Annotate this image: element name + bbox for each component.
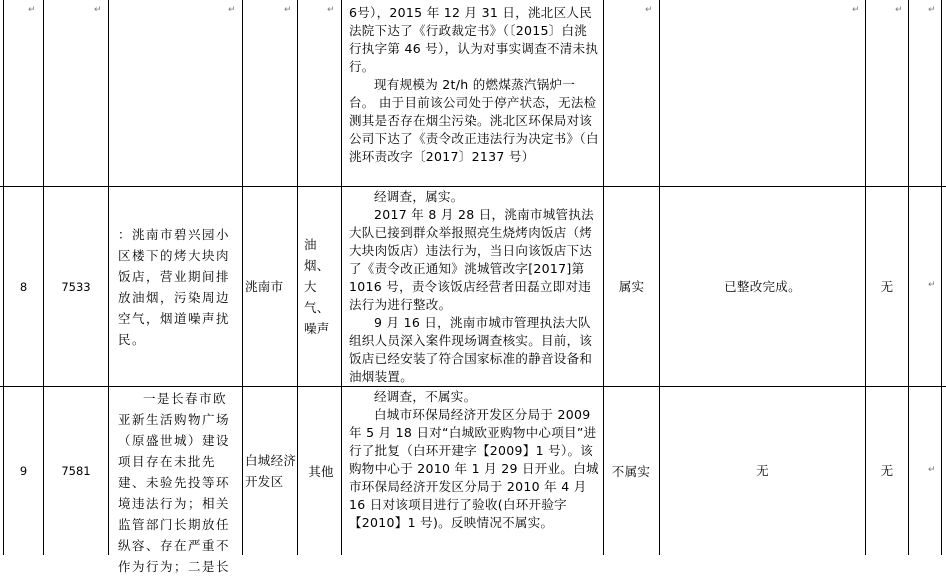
row-8-content-cell (118, 187, 236, 386)
row-verdict: 属实 (618, 278, 645, 294)
top-detail-para-1: 6号），2015 年 12 月 31 日，洮北区人民法院下达了《行政裁定书》（〔2015〕白洮行执字第 46 号），认为对事实调查不清未执行。 (349, 5, 599, 74)
row-id: 7581 (61, 464, 91, 478)
grid-line (108, 0, 109, 555)
row-pollution: 油烟、大气、噪声 (304, 237, 330, 336)
paragraph-mark: ↵ (928, 5, 936, 15)
row-verdict: 不属实 (611, 463, 651, 479)
top-detail-para-2: 现有规模为 2t/h 的燃煤蒸汽锅炉一台。 由于目前该公司处于停产状态，无法检测其是否存在烟尘污染。洮北区环保局对该公司下达了《责令改正违法行为决定书》（白洮环责改字〔2017〕2137 号） (349, 77, 599, 164)
row-pollution: 其他 (308, 463, 334, 479)
row-9-content-cell (118, 388, 236, 577)
paragraph-mark: ↵ (928, 465, 936, 475)
row-8-id-cell (44, 187, 108, 386)
row-9-id-cell (44, 387, 108, 555)
row-8-pollution-cell (304, 187, 338, 386)
row-9-region-cell (245, 387, 297, 555)
row-seq: 9 (19, 464, 28, 478)
row-8-details-cell (349, 188, 599, 386)
detail-para: 白城市环保局经济开发区分局于 2009 年 5 月 18 日对“白城欧亚购物中心项目”进行了批复（白环开建字【2009】1 号）。该购物中心于 2010 年 1 月 29 日开业。白城市环保局经济开发区分局于 2010 年 4 月 16 日对该项目进行了验收(白环开验字【2010】1 号)。反映情况不属实。 (349, 407, 599, 530)
row-handling: 已整改完成。 (724, 278, 801, 294)
grid-line (242, 0, 243, 555)
row-9-handling-cell (660, 387, 865, 555)
paragraph-mark: ↵ (852, 5, 860, 15)
row-8-handling-cell (660, 187, 865, 386)
paragraph-mark: ↵ (28, 5, 36, 15)
row-9-accountability-cell (866, 387, 908, 555)
paragraph-mark: ↵ (645, 5, 653, 15)
row-region: 白城经济开发区 (245, 453, 297, 489)
row-8-seq-cell (4, 187, 43, 386)
row-id: 7533 (61, 279, 91, 294)
grid-line (297, 0, 298, 555)
detail-para: 2017 年 8 月 28 日，洮南市城管执法大队已接到群众举报照亮生烧烤肉饭店（烤大块肉饭店）违法行为，当日向该饭店下达了《责令改正通知》洮城管改字[2017]第 1016 号，责令该饭店经营者田磊立即对违法行为进行整改。 (349, 207, 594, 312)
row-9-verdict-cell (606, 387, 656, 555)
row-accountability: 无 (880, 278, 894, 294)
paragraph-mark: ↵ (284, 5, 292, 15)
row-region: 洮南市 (245, 278, 284, 294)
paragraph-mark: ↵ (327, 5, 335, 15)
detail-para: 经调查，不属实。 (374, 389, 477, 404)
paragraph-mark: ↵ (94, 5, 102, 15)
row-9-pollution-cell (304, 387, 338, 555)
row-9-details-cell (349, 388, 599, 532)
row-9-seq-cell (4, 387, 43, 555)
grid-line (941, 0, 942, 555)
grid-line (341, 0, 342, 555)
row-8-verdict-cell (604, 187, 659, 386)
row-handling: 无 (756, 463, 769, 478)
row-content: 一是长春市欧亚新生活购物广场（原盛世城）建设项目存在未批先建、未验先投等环境违法行为；相关监管部门长期放任纵容、存在严重不作为行为；二是长 (118, 391, 231, 574)
row-content: ：洮南市碧兴园小区楼下的烤大块肉饭店，营业期间排放油烟，污染周边空气，烟道噪声扰民。 (118, 226, 231, 347)
paragraph-mark: ↵ (895, 5, 903, 15)
paragraph-mark: ↵ (928, 280, 936, 290)
paragraph-mark: ↵ (228, 5, 236, 15)
row-accountability: 无 (880, 463, 894, 478)
top-row-details (349, 4, 599, 166)
detail-para: 9 月 16 日，洮南市城市管理执法大队组织人员深入案件现场调查核实。目前，该饭店已经安装了符合国家标准的静音设备和油烟装置。 (349, 315, 593, 384)
grid-line (908, 0, 909, 555)
row-8-region-cell (245, 187, 297, 386)
detail-para: 经调查，属实。 (374, 189, 464, 204)
row-8-accountability-cell (866, 187, 908, 386)
row-seq: 8 (19, 279, 28, 294)
